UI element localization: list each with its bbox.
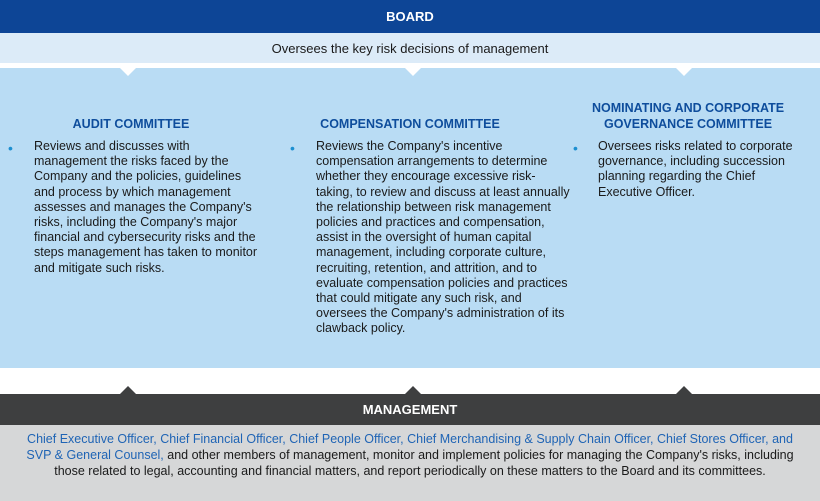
board-oversight-text: Oversees the key risk decisions of management <box>271 40 549 56</box>
management-officers: Chief Executive Officer, Chief Financial Officer, Chief People Officer, Chief Merchandising & Supply Chain Officer, Chief Stores Officer, and SVP & General Counsel, <box>26 432 793 462</box>
compensation-committee-title: COMPENSATION COMMITTEE <box>320 117 500 131</box>
board-header <box>0 0 820 33</box>
management-description <box>0 425 820 501</box>
nominating-committee-title-line2: GOVERNANCE COMMITTEE <box>603 117 773 131</box>
top-connector-arrows <box>0 63 820 90</box>
bullet-icon: • <box>8 140 13 156</box>
management-header <box>0 394 820 425</box>
nominating-committee-text: Oversees risks related to corporate governance, including succession planning regarding the Chief Executive Officer. <box>598 139 793 199</box>
nominating-committee-title <box>570 100 806 132</box>
bullet-icon: • <box>573 140 578 156</box>
management-title: MANAGEMENT <box>362 402 458 417</box>
arrow-down-icon <box>0 68 820 90</box>
board-title: BOARD <box>386 9 434 24</box>
bullet-icon: • <box>290 140 295 156</box>
board-oversight-band <box>0 33 820 63</box>
management-description-text: and other members of management, monitor and implement policies for managing the Company's risks, including those related to legal, accounting and financial matters, and report periodically on these matters to the Board and its committees. <box>54 448 794 478</box>
compensation-committee-text: Reviews the Company's incentive compensation arrangements to determine whether they encourage excessive risk-taking, to review and discuss at least annually the relationship between risk management policies and practices and compensation, assist in the oversight of human capital management, including corporate culture, recruiting, retention, and attrition, and to evaluate compensation policies and practices that could mitigate any such risk, and oversees the Company's administration of its clawback policy. <box>316 139 570 336</box>
bottom-connector-arrows <box>0 368 820 395</box>
audit-committee-title: AUDIT COMMITTEE <box>72 117 190 131</box>
audit-committee-text: Reviews and discusses with management the risks faced by the Company and the policies, guidelines and process by which management assesses and manages the Company's risks, including the Company's major financial and cybersecurity risks and the steps management has taken to monitor and mitigate such risks. <box>34 139 258 275</box>
nominating-committee-title-line1: NOMINATING AND CORPORATE <box>591 101 785 115</box>
